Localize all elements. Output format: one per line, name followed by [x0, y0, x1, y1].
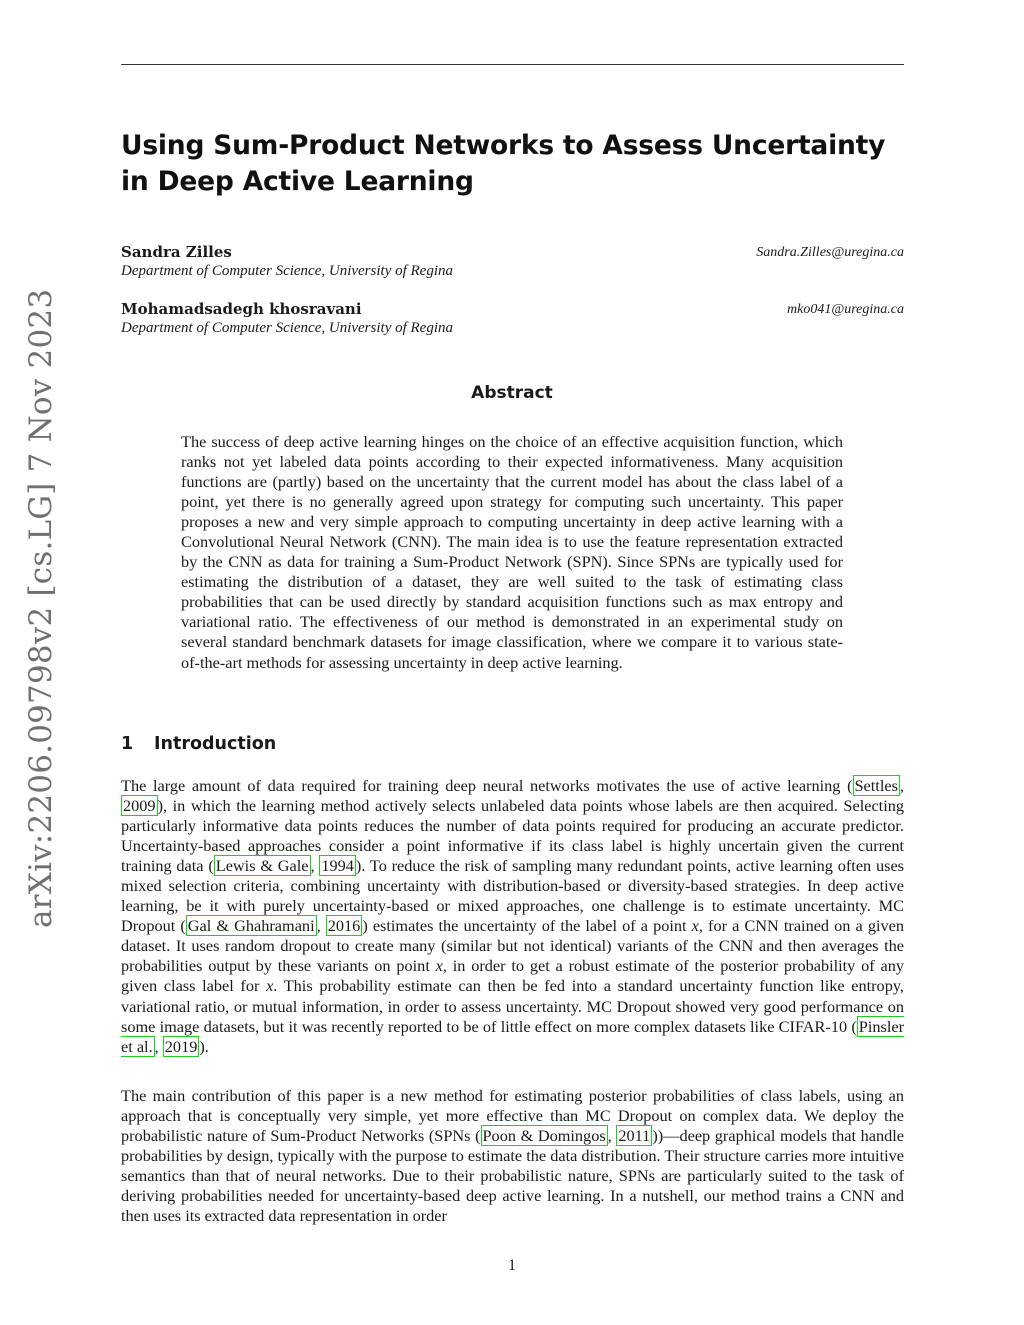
- author-affiliation: Department of Computer Science, University of Regina: [121, 263, 454, 279]
- math-variable: x: [691, 916, 699, 936]
- citation-link[interactable]: Lewis & Gale: [215, 856, 309, 876]
- arxiv-identifier-stamp: arXiv:2206.09798v2 [cs.LG] 7 Nov 2023: [23, 288, 59, 928]
- citation-link[interactable]: Settles: [854, 776, 898, 795]
- citation-year-link[interactable]: 1994: [321, 856, 354, 876]
- section-title: Introduction: [154, 734, 277, 754]
- introduction-paragraph-1: The large amount of data required for training deep neural networks motivates the use of active learning ( Settles , 2009 ), in which the learning method actively selects unlabeled data points whose labels are then acquired. Selecting particularly informative data points reduces the number of data points required for producing an accurate predictor. Uncertainty-based approaches consider a point informative if its class label is highly uncertain given the current training data ( Lewis & Gale , 1994 ). To reduce the risk of sampling many redundant points, active learning often uses mixed selection criteria, combining uncertainty with distribution-based or diversity-based strategies. In deep active learning, be it with purely uncertainty-based or mixed approaches, one challenge is to estimate uncertainty. MC Dropout ( Gal & Ghahramani , 2016 ) estimates the uncertainty of the label of a point x, for a CNN trained on a given dataset. It uses random dropout to create many (similar but not identical) variants of the CNN and then averages the probabilities output by these variants on point x, in order to get a robust estimate of the posterior probability of any given class label for x. This probability estimate can then be fed into a standard uncertainty function like entropy, variational ratio, or mutual information, in order to assess uncertainty. MC Dropout showed very good performance on some image datasets, but it was recently reported to be of little effect on more complex datasets like CIFAR-10 ( Pinsler et al. , 2019 ).: [121, 776, 905, 1056]
- citation-year-link[interactable]: 2019: [164, 1036, 198, 1056]
- author-block-1: [121, 243, 904, 281]
- author-block-2: [121, 300, 904, 338]
- author-affiliation: Department of Computer Science, University of Regina: [121, 320, 454, 336]
- top-rule: [121, 64, 904, 65]
- author-email[interactable]: mko041@uregina.ca: [787, 302, 904, 317]
- citation-year-link[interactable]: 2009: [123, 796, 156, 816]
- citation-year-link[interactable]: 2011: [618, 1126, 651, 1146]
- author-name: Sandra Zilles: [121, 243, 232, 261]
- math-variable: x: [266, 976, 274, 996]
- introduction-paragraph-2: The main contribution of this paper is a new method for estimating posterior probabilities of class labels, using an approach that is conceptually very simple, yet more effective than MC Dropout on complex data. We deploy the probabilistic nature of Sum-Product Networks (SPNs ( Poon & Domingos , 2011 ))—deep graphical models that handle probabilities by design, typically with the purpose to estimate the data distribution. Their structure carries more intuitive semantics than that of neural networks. Due to their probabilistic nature, SPNs are particularly suited to the task of deriving probabilities needed for uncertainty-based deep active learning. In a nutshell, our method trains a CNN and then uses its extracted data representation in order: [121, 1086, 904, 1226]
- author-email[interactable]: Sandra.Zilles@uregina.ca: [756, 245, 904, 260]
- paper-title: Using Sum-Product Networks to Assess Uncertainty in Deep Active Learning: [121, 130, 886, 197]
- abstract-heading: Abstract: [471, 383, 553, 403]
- math-variable: x: [435, 956, 443, 976]
- page-number: 1: [508, 1257, 516, 1274]
- author-name: Mohamadsadegh khosravani: [121, 300, 362, 318]
- abstract-text: The success of deep active learning hinges on the choice of an effective acquisition function, which ranks not yet labeled data points according to their expected informativeness. Many acquisition functions are (partly) based on the uncertainty that the current model has about the class label of a point, yet there is no generally agreed upon strategy for computing such uncertainty. This paper proposes a new and very simple approach to computing uncertainty in deep active learning with a Convolutional Neural Network (CNN). The main idea is to use the feature representation extracted by the CNN as data for training a Sum-Product Network (SPN). Since SPNs are typically used for estimating the distribution of a dataset, they are well suited to the task of estimating class probabilities that can be used directly by standard acquisition functions such as max entropy and variational ratio. The effectiveness of our method is demonstrated in an experimental study on several standard benchmark datasets for image classification, where we compare it to various state-of-the-art methods for assessing uncertainty in deep active learning.: [181, 432, 843, 672]
- section-heading-introduction: [121, 732, 276, 756]
- section-number: 1: [121, 734, 134, 754]
- citation-link[interactable]: Pinsler et al.: [121, 1016, 904, 1056]
- citation-link[interactable]: Poon & Domingos: [482, 1126, 606, 1146]
- citation-link[interactable]: Gal & Ghahramani: [187, 916, 315, 936]
- citation-year-link[interactable]: 2016: [327, 916, 361, 936]
